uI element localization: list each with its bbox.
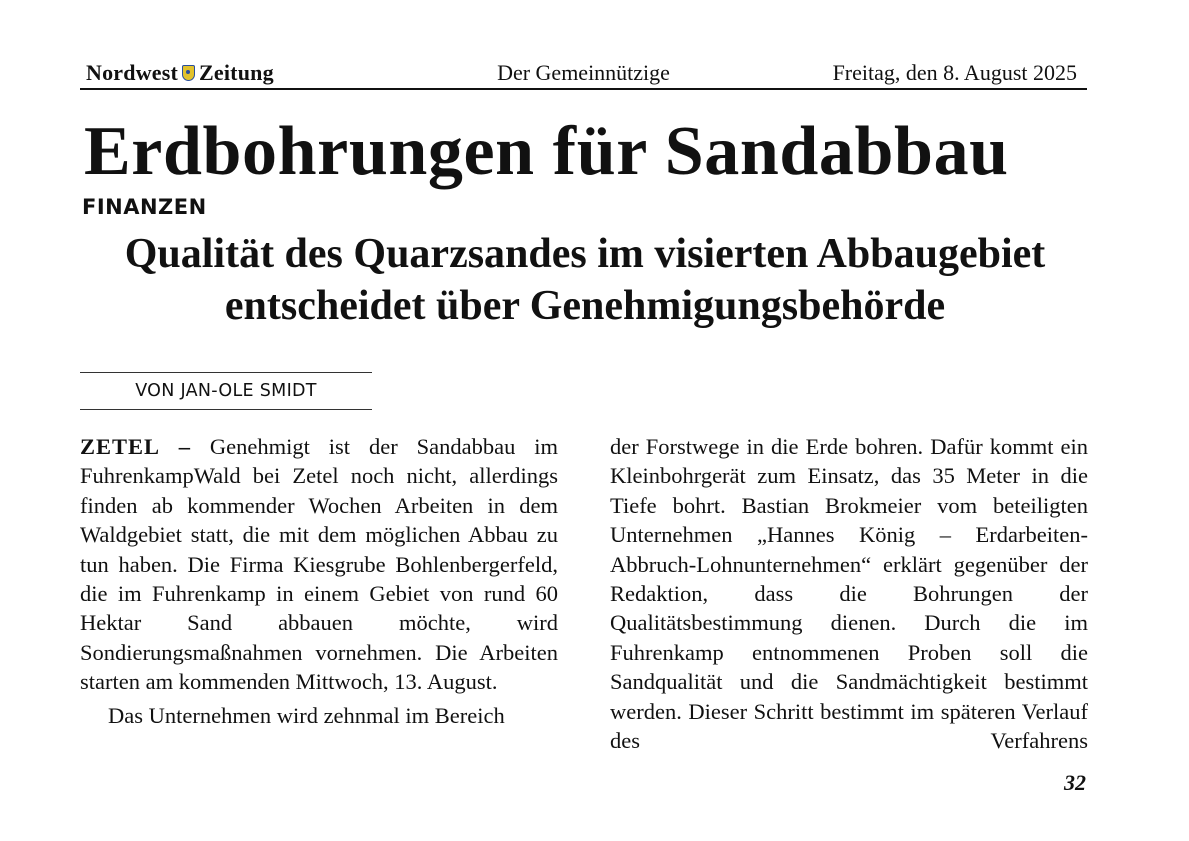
author-byline: VON JAN-OLE SMIDT	[80, 372, 372, 410]
category-label: FINANZEN	[82, 195, 207, 219]
article-column-left	[80, 432, 558, 730]
paragraph-text: Genehmigt ist der Sandabbau im FuhrenkampWald bei Zetel noch nicht, allerdings finden ab kommender Wochen Arbeiten in dem Waldgebiet statt, die mit dem möglichen Abbau zu tun haben. Die Firma Kiesgrube Bohlenbergerfeld, die im Fuhrenkamp in einem Gebiet von rund 60 Hektar Sand abbauen möchte, wird Sondierungsmaßnahmen vornehmen. Die Arbeiten starten am kommenden Mittwoch, 13. August.	[80, 434, 558, 695]
page-number: 32	[1064, 770, 1086, 795]
article-column-right	[610, 432, 1088, 755]
paragraph: Das Unternehmen wird zehnmal im Bereich	[108, 702, 505, 728]
masthead-logo	[86, 60, 274, 86]
article-subheadline: Qualität des Quarzsandes im visierten Abbaugebiet entscheidet über Genehmigungsbehörde	[124, 231, 1046, 329]
issue-date: Freitag, den 8. August 2025	[832, 60, 1077, 85]
article-headline: Erdbohrungen für Sandabbau	[84, 113, 1009, 190]
paragraph: der Forstwege in die Erde bohren. Dafür kommt ein Kleinbohrgerät zum Einsatz, das 35 Meter in die Tiefe bohrt. Bastian Brokmeier vom beteiligten Unternehmen „Hannes König – Erdarbeiten-Abbruch-Lohnunternehmen“ erklärt gegenüber der Redaktion, dass die Bohrungen der Qualitätsbestimmung dienen. Durch die im Fuhrenkamp entnommenen Proben soll die Sandqualität und die Sandmächtigkeit bestimmt werden. Dieser Schritt bestimmt im späteren Verlauf des Verfahrens	[610, 434, 1088, 754]
section-title: Der Gemeinnützige	[497, 60, 670, 85]
masthead-left: Nordwest	[86, 60, 179, 85]
newspaper-header	[80, 58, 1087, 90]
dateline: ZETEL –	[80, 434, 191, 459]
paragraph	[80, 432, 558, 697]
masthead-right: Zeitung	[199, 60, 274, 85]
coat-of-arms-icon	[182, 65, 195, 81]
